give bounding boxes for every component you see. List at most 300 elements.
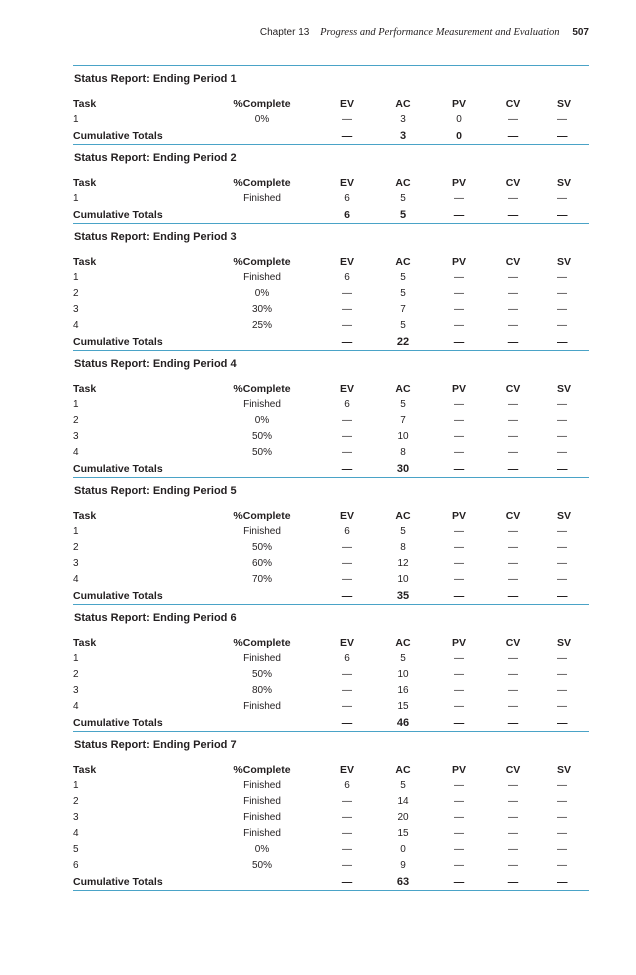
cv-cell: — xyxy=(507,717,519,729)
task-header: Task xyxy=(73,177,97,189)
pv-cell: — xyxy=(454,828,464,839)
ev-cell: 6 xyxy=(344,526,350,537)
pct-complete-header: %Complete xyxy=(233,637,291,649)
table-row xyxy=(73,302,589,318)
status-table xyxy=(73,254,589,350)
totals-label: Cumulative Totals xyxy=(73,209,163,221)
report-title: Status Report: Ending Period 3 xyxy=(74,231,237,243)
pv-header: PV xyxy=(451,256,466,268)
table-row xyxy=(73,778,589,794)
pv-cell: — xyxy=(454,193,464,204)
ac-cell: 10 xyxy=(397,669,409,680)
pct-complete-value: Finished xyxy=(243,653,281,664)
cv-cell: — xyxy=(508,320,518,331)
pct-complete-value: 50% xyxy=(251,431,272,442)
cv-cell: — xyxy=(507,590,519,602)
pct-complete-value: Finished xyxy=(243,796,281,807)
ac-cell: 46 xyxy=(396,717,410,729)
ac-cell: 16 xyxy=(397,685,409,696)
sv-cell: — xyxy=(557,304,567,315)
ac-cell: 14 xyxy=(397,796,409,807)
cv-cell: — xyxy=(508,701,518,712)
status-report xyxy=(73,350,589,477)
cv-cell: — xyxy=(508,780,518,791)
ac-header: AC xyxy=(395,510,411,522)
task-header: Task xyxy=(73,383,97,395)
task-id: 4 xyxy=(73,828,79,839)
cv-header: CV xyxy=(505,383,521,395)
sv-cell: — xyxy=(557,653,567,664)
sv-cell: — xyxy=(557,828,567,839)
sv-cell: — xyxy=(557,590,568,602)
ev-header: EV xyxy=(339,510,354,522)
cv-header: CV xyxy=(505,510,521,522)
table-header-row xyxy=(73,762,589,778)
sv-cell: — xyxy=(557,542,567,553)
ev-cell: — xyxy=(342,860,352,871)
pct-complete-value: 0% xyxy=(254,288,270,299)
ev-header: EV xyxy=(339,98,354,110)
sv-header: SV xyxy=(557,510,572,522)
cv-header: CV xyxy=(505,764,521,776)
ac-cell: 8 xyxy=(400,447,406,458)
ev-cell: — xyxy=(341,463,353,475)
sv-header: SV xyxy=(557,98,572,110)
cv-cell: — xyxy=(507,876,519,888)
ac-cell: 5 xyxy=(400,320,406,331)
pv-cell: — xyxy=(454,399,464,410)
cv-cell: — xyxy=(508,399,518,410)
pv-cell: — xyxy=(453,463,465,475)
pv-header: PV xyxy=(451,510,466,522)
pct-complete-value: 50% xyxy=(251,860,272,871)
pv-header: PV xyxy=(451,637,466,649)
pct-complete-value: 50% xyxy=(251,542,272,553)
status-table xyxy=(73,635,589,731)
status-table xyxy=(73,508,589,604)
ac-cell: 5 xyxy=(400,653,406,664)
ac-cell: 63 xyxy=(396,876,410,888)
ev-cell: — xyxy=(341,717,353,729)
totals-pct-empty xyxy=(226,588,298,604)
ac-cell: 10 xyxy=(397,431,409,442)
table-row xyxy=(73,413,589,429)
task-header: Task xyxy=(73,637,97,649)
ev-cell: — xyxy=(342,812,352,823)
sv-cell: — xyxy=(557,130,568,142)
pv-cell: — xyxy=(454,653,464,664)
ev-cell: — xyxy=(342,320,352,331)
sv-header: SV xyxy=(557,177,572,189)
table-row xyxy=(73,810,589,826)
sv-cell: — xyxy=(557,431,567,442)
status-table xyxy=(73,381,589,477)
sv-cell: — xyxy=(557,669,567,680)
pv-cell: — xyxy=(454,288,464,299)
ev-cell: — xyxy=(342,844,352,855)
ac-cell: 5 xyxy=(400,399,406,410)
task-id: 3 xyxy=(73,558,79,569)
cumulative-totals-row xyxy=(73,461,589,477)
ac-cell: 20 xyxy=(397,812,409,823)
pv-cell: — xyxy=(454,320,464,331)
sv-cell: — xyxy=(557,399,567,410)
task-id: 3 xyxy=(73,304,79,315)
task-header: Task xyxy=(73,764,97,776)
pv-cell: — xyxy=(454,685,464,696)
ac-cell: 3 xyxy=(400,114,406,125)
status-report xyxy=(73,477,589,604)
pct-complete-value: 60% xyxy=(251,558,272,569)
sv-cell: — xyxy=(557,701,567,712)
report-title: Status Report: Ending Period 5 xyxy=(74,485,237,497)
task-id: 4 xyxy=(73,701,79,712)
ac-cell: 15 xyxy=(397,828,409,839)
cumulative-totals-row xyxy=(73,128,589,144)
ac-cell: 8 xyxy=(400,542,406,553)
chapter-title: Progress and Performance Measurement and Evaluation xyxy=(320,27,560,38)
totals-pct-empty xyxy=(226,715,298,731)
pv-cell: — xyxy=(454,304,464,315)
cv-cell: — xyxy=(508,193,518,204)
ev-cell: — xyxy=(341,336,353,348)
pv-cell: — xyxy=(453,590,465,602)
ac-cell: 5 xyxy=(400,526,406,537)
pv-cell: — xyxy=(454,796,464,807)
ev-cell: 6 xyxy=(344,193,350,204)
status-report xyxy=(73,144,589,223)
table-row xyxy=(73,445,589,461)
status-table xyxy=(73,96,589,144)
sv-cell: — xyxy=(557,812,567,823)
report-title: Status Report: Ending Period 4 xyxy=(74,358,237,370)
pv-cell: — xyxy=(454,526,464,537)
cv-cell: — xyxy=(508,844,518,855)
ac-cell: 12 xyxy=(397,558,409,569)
pv-header: PV xyxy=(451,764,466,776)
sv-cell: — xyxy=(557,288,567,299)
pv-cell: — xyxy=(454,447,464,458)
pv-cell: — xyxy=(453,876,465,888)
ev-cell: — xyxy=(342,431,352,442)
ev-cell: — xyxy=(341,590,353,602)
ev-cell: — xyxy=(342,304,352,315)
cv-header: CV xyxy=(505,98,521,110)
ev-cell: — xyxy=(342,542,352,553)
table-row xyxy=(73,667,589,683)
pct-complete-value: 0% xyxy=(254,415,270,426)
cv-cell: — xyxy=(508,288,518,299)
pct-complete-value: Finished xyxy=(243,812,281,823)
pct-complete-value: 0% xyxy=(254,844,270,855)
table-row xyxy=(73,556,589,572)
task-id: 2 xyxy=(73,796,79,807)
report-title: Status Report: Ending Period 6 xyxy=(74,612,237,624)
task-id: 1 xyxy=(73,193,79,204)
pv-cell: 0 xyxy=(456,130,462,142)
ac-header: AC xyxy=(395,98,411,110)
task-id: 4 xyxy=(73,447,79,458)
totals-label: Cumulative Totals xyxy=(73,336,163,348)
sv-cell: — xyxy=(557,717,568,729)
table-row xyxy=(73,397,589,413)
table-row xyxy=(73,270,589,286)
ev-cell: — xyxy=(342,685,352,696)
pv-header: PV xyxy=(451,177,466,189)
cv-header: CV xyxy=(505,637,521,649)
ac-cell: 5 xyxy=(400,288,406,299)
cumulative-totals-row xyxy=(73,715,589,731)
ac-cell: 5 xyxy=(400,272,406,283)
cv-cell: — xyxy=(508,653,518,664)
table-row xyxy=(73,826,589,842)
table-header-row xyxy=(73,96,589,112)
status-report xyxy=(73,223,589,350)
cv-cell: — xyxy=(508,669,518,680)
ac-cell: 22 xyxy=(396,336,410,348)
sv-cell: — xyxy=(557,796,567,807)
table-row xyxy=(73,112,589,128)
pct-complete-value: Finished xyxy=(243,193,281,204)
pv-cell: — xyxy=(454,272,464,283)
report-title: Status Report: Ending Period 1 xyxy=(74,73,237,85)
ac-cell: 15 xyxy=(397,701,409,712)
sv-cell: — xyxy=(557,320,567,331)
cv-cell: — xyxy=(508,812,518,823)
sv-header: SV xyxy=(557,256,572,268)
ac-cell: 5 xyxy=(400,780,406,791)
sv-cell: — xyxy=(557,447,567,458)
cumulative-totals-row xyxy=(73,207,589,223)
pct-complete-header: %Complete xyxy=(233,510,291,522)
ev-cell: — xyxy=(342,114,352,125)
totals-label: Cumulative Totals xyxy=(73,590,163,602)
pv-cell: — xyxy=(453,209,465,221)
totals-pct-empty xyxy=(226,128,298,144)
pv-cell: — xyxy=(454,860,464,871)
sv-header: SV xyxy=(557,383,572,395)
sv-cell: — xyxy=(557,574,567,585)
ev-header: EV xyxy=(339,383,354,395)
cv-cell: — xyxy=(507,130,519,142)
cv-cell: — xyxy=(508,542,518,553)
ev-cell: — xyxy=(342,447,352,458)
cv-cell: — xyxy=(508,272,518,283)
table-row xyxy=(73,524,589,540)
ev-cell: 6 xyxy=(344,209,350,221)
report-title: Status Report: Ending Period 7 xyxy=(74,739,237,751)
pct-complete-header: %Complete xyxy=(233,764,291,776)
pct-complete-header: %Complete xyxy=(233,256,291,268)
table-row xyxy=(73,429,589,445)
task-id: 1 xyxy=(73,272,79,283)
ev-header: EV xyxy=(339,637,354,649)
pct-complete-header: %Complete xyxy=(233,98,291,110)
task-id: 1 xyxy=(73,399,79,410)
table-header-row xyxy=(73,175,589,191)
pct-complete-value: 80% xyxy=(251,685,272,696)
table-header-row xyxy=(73,381,589,397)
ac-header: AC xyxy=(395,764,411,776)
ev-cell: — xyxy=(341,876,353,888)
ac-cell: 7 xyxy=(400,304,406,315)
totals-pct-empty xyxy=(226,334,298,350)
totals-pct-empty xyxy=(226,874,298,890)
sv-cell: — xyxy=(557,558,567,569)
cv-cell: — xyxy=(508,558,518,569)
status-report xyxy=(73,731,589,891)
ev-cell: 6 xyxy=(344,780,350,791)
sv-cell: — xyxy=(557,114,567,125)
pct-complete-value: 30% xyxy=(251,304,272,315)
status-report xyxy=(73,604,589,731)
pct-complete-value: Finished xyxy=(243,701,281,712)
cv-header: CV xyxy=(505,177,521,189)
ac-cell: 5 xyxy=(400,193,406,204)
ev-cell: 6 xyxy=(344,272,350,283)
ev-cell: — xyxy=(342,796,352,807)
sv-cell: — xyxy=(557,272,567,283)
ev-cell: — xyxy=(342,669,352,680)
ac-cell: 5 xyxy=(399,209,407,221)
cv-cell: — xyxy=(508,574,518,585)
cv-cell: — xyxy=(508,796,518,807)
cv-cell: — xyxy=(508,685,518,696)
table-row xyxy=(73,794,589,810)
sv-header: SV xyxy=(557,637,572,649)
ev-cell: — xyxy=(342,558,352,569)
sv-cell: — xyxy=(557,415,567,426)
ac-cell: 35 xyxy=(396,590,410,602)
table-row xyxy=(73,572,589,588)
cv-cell: — xyxy=(508,860,518,871)
ac-cell: 10 xyxy=(397,574,409,585)
table-row xyxy=(73,858,589,874)
task-id: 1 xyxy=(73,114,79,125)
pv-cell: — xyxy=(454,574,464,585)
totals-label: Cumulative Totals xyxy=(73,463,163,475)
pct-complete-value: 50% xyxy=(251,447,272,458)
pct-complete-value: Finished xyxy=(243,780,281,791)
cv-cell: — xyxy=(508,431,518,442)
task-id: 1 xyxy=(73,653,79,664)
status-reports xyxy=(73,65,589,891)
ev-header: EV xyxy=(339,177,354,189)
pv-cell: — xyxy=(454,542,464,553)
pct-complete-value: 70% xyxy=(251,574,272,585)
task-id: 2 xyxy=(73,415,79,426)
ev-cell: 6 xyxy=(344,653,350,664)
ac-cell: 0 xyxy=(400,844,406,855)
totals-label: Cumulative Totals xyxy=(73,717,163,729)
task-id: 3 xyxy=(73,812,79,823)
task-id: 2 xyxy=(73,288,79,299)
ev-cell: 6 xyxy=(344,399,350,410)
ac-header: AC xyxy=(395,637,411,649)
table-row xyxy=(73,318,589,334)
cv-cell: — xyxy=(508,415,518,426)
ac-cell: 30 xyxy=(396,463,410,475)
ac-cell: 9 xyxy=(400,860,406,871)
ac-header: AC xyxy=(395,256,411,268)
task-id: 3 xyxy=(73,431,79,442)
cv-cell: — xyxy=(508,526,518,537)
cv-cell: — xyxy=(508,828,518,839)
page-header xyxy=(260,27,589,38)
table-header-row xyxy=(73,508,589,524)
sv-cell: — xyxy=(557,193,567,204)
sv-cell: — xyxy=(557,780,567,791)
ac-header: AC xyxy=(395,177,411,189)
task-id: 3 xyxy=(73,685,79,696)
ac-cell: 3 xyxy=(399,130,407,142)
task-id: 5 xyxy=(73,844,79,855)
totals-label: Cumulative Totals xyxy=(73,876,163,888)
pct-complete-value: Finished xyxy=(243,399,281,410)
table-row xyxy=(73,842,589,858)
task-id: 6 xyxy=(73,860,79,871)
cv-cell: — xyxy=(507,209,519,221)
cv-cell: — xyxy=(508,114,518,125)
table-row xyxy=(73,683,589,699)
pv-header: PV xyxy=(451,98,466,110)
cumulative-totals-row xyxy=(73,874,589,890)
status-table xyxy=(73,175,589,223)
status-report xyxy=(73,65,589,144)
pv-cell: — xyxy=(454,669,464,680)
pct-complete-value: Finished xyxy=(243,272,281,283)
sv-header: SV xyxy=(557,764,572,776)
ev-cell: — xyxy=(342,288,352,299)
status-table xyxy=(73,762,589,890)
sv-cell: — xyxy=(557,685,567,696)
pv-cell: — xyxy=(454,812,464,823)
pv-cell: — xyxy=(454,780,464,791)
totals-pct-empty xyxy=(226,207,298,223)
ac-cell: 7 xyxy=(400,415,406,426)
ev-cell: — xyxy=(342,701,352,712)
pv-cell: 0 xyxy=(456,114,462,125)
pct-complete-value: 50% xyxy=(251,669,272,680)
table-header-row xyxy=(73,635,589,651)
chapter-label: Chapter 13 xyxy=(259,27,310,38)
ev-cell: — xyxy=(342,574,352,585)
task-id: 2 xyxy=(73,669,79,680)
pct-complete-value: Finished xyxy=(243,526,281,537)
sv-cell: — xyxy=(557,209,568,221)
pv-cell: — xyxy=(454,844,464,855)
pct-complete-header: %Complete xyxy=(233,177,291,189)
sv-cell: — xyxy=(557,876,568,888)
ev-cell: — xyxy=(342,828,352,839)
pv-cell: — xyxy=(454,701,464,712)
report-title: Status Report: Ending Period 2 xyxy=(74,152,237,164)
task-id: 4 xyxy=(73,320,79,331)
ev-cell: — xyxy=(342,415,352,426)
ev-cell: — xyxy=(341,130,353,142)
task-id: 1 xyxy=(73,526,79,537)
pv-cell: — xyxy=(454,558,464,569)
table-header-row xyxy=(73,254,589,270)
sv-cell: — xyxy=(557,463,568,475)
sv-cell: — xyxy=(557,336,568,348)
ac-header: AC xyxy=(395,383,411,395)
table-row xyxy=(73,191,589,207)
pct-complete-value: 25% xyxy=(251,320,272,331)
task-id: 1 xyxy=(73,780,79,791)
task-header: Task xyxy=(73,98,97,110)
ev-header: EV xyxy=(339,256,354,268)
